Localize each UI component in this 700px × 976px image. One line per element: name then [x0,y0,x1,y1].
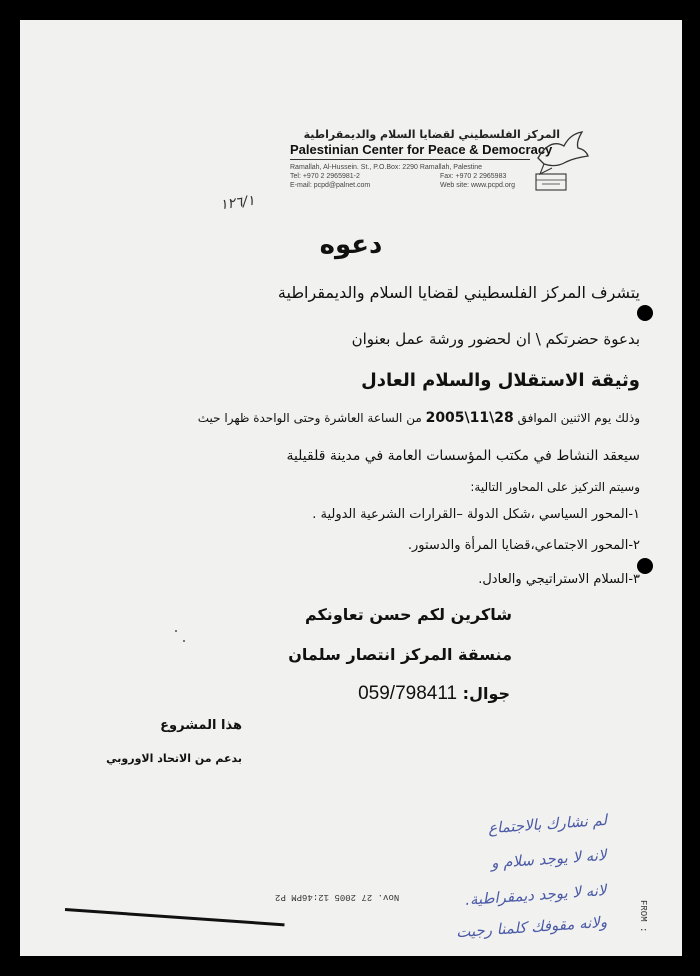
org-name-arabic: المركز الفلسطيني لقضايا السلام والديمقراطية [303,128,560,141]
support-line: بدعم من الاتحاد الاوروبي [106,752,242,765]
org-name-english: Palestinian Center for Peace & Democracy [290,142,553,157]
thanks-line: شاكرين لكم حسن تعاونكم [304,605,512,624]
org-website: Web site: www.pcpd.org [440,182,515,189]
invitation-title: دعوه [319,230,383,260]
date-suffix: من الساعة العاشرة وحتى الواحدة ظهرا حيث [197,411,426,425]
topic-item-3: ٣-السلام الاستراتيجي والعادل. [478,572,640,587]
body-line-1: يتشرف المركز الفلسطيني لقضايا السلام والديمقراطية [277,283,640,302]
workshop-date: 28\11\2005 [425,410,514,426]
fax-timestamp: Nov. 27 2005 12:46PM P2 [275,892,400,902]
org-email: E-mail: pcpd@palnet.com [290,182,371,189]
org-address: Ramallah, Al-Hussein. St., P.O.Box: 2290 Ramallah, Palestine [290,164,483,171]
handwritten-note-2: لانه لا يوجد سلام و [490,845,608,873]
punch-hole [637,305,653,321]
fax-from-label: FROM : [638,900,648,933]
topics-intro: وسيتم التركيز على المحاور التالية: [470,480,640,494]
body-line-location: سيعقد النشاط في مكتب المؤسسات العامة في مدينة قلقيلية [286,448,640,464]
punch-hole [637,558,653,574]
handwritten-note-3: لانه لا يوجد ديمقراطية. [464,881,608,909]
phone-label: جوال: [462,684,510,703]
phone-line [358,683,510,705]
topic-item-1: ١-المحور السياسي ،شكل الدولة –القرارات الشرعية الدولية . [312,507,640,522]
org-fax: Fax: +970 2 2965983 [440,173,507,180]
handwritten-note-4: ولانه مقوفك كلمنا رجيت [455,912,608,942]
project-line: هذا المشروع [160,718,242,733]
body-line-2: بدعوة حضرتكم \ ان لحضور ورشة عمل بعنوان [351,330,640,348]
fax-scan-line [65,908,285,926]
phone-number: 059/798411 [358,683,458,704]
dove-logo-icon [530,128,590,198]
topic-item-2: ٢-المحور الاجتماعي،قضايا المرأة والدستور. [407,538,640,553]
coordinator-line: منسقة المركز انتصار سلمان [288,645,512,664]
speck [175,630,177,632]
letterhead-rule [290,159,530,160]
speck [183,640,185,642]
workshop-title: وثيقة الاستقلال والسلام العادل [361,370,640,391]
handwritten-note-1: لم نشارك بالاجتماع [487,810,608,838]
document-page [20,20,682,956]
body-line-date [198,410,640,426]
org-tel: Tel: +970 2 2965981-2 [290,173,360,180]
handwritten-reference-number: ١٢٦/١ [219,192,256,214]
date-prefix: وذلك يوم الاثنين الموافق [513,411,640,425]
